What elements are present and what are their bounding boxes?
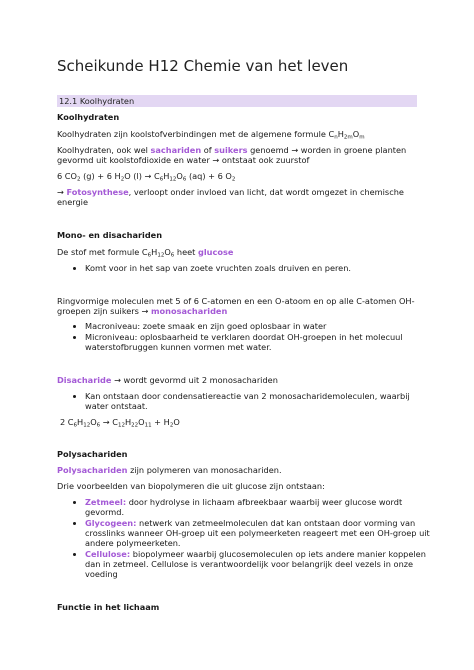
sachariden-paragraph-line2: gevormd uit koolstofdioxide en water → ontstaat ook zuurstof <box>57 155 310 165</box>
list-item: Cellulose: biopolymeer waarbij glucosemoleculen op iets andere manier koppelen <box>85 549 426 559</box>
list-item: Microniveau: oplosbaarheid te verklaren doordat OH-groepen in het molecuul <box>85 332 403 342</box>
term-suikers: suikers <box>214 145 248 155</box>
term-zetmeel: Zetmeel: <box>85 497 127 507</box>
list-item-continuation: crosslinks wanneer OH-groep uit een polymeerketen reageert met een OH-groep uit <box>85 528 430 538</box>
list-item: Komt voor in het sap van zoete vruchten zoals druiven en peren. <box>85 263 352 273</box>
functie-heading: Functie in het lichaam <box>57 602 160 612</box>
list-item-continuation: gevormd. <box>85 507 125 517</box>
bullet-icon <box>73 336 76 339</box>
list-item-continuation: dan in zetmeel. Cellulose is verantwoordelijk voor belangrijk deel vezels in onze <box>85 559 414 569</box>
list-item-continuation: waterstofbruggen kunnen vormen met water. <box>85 342 272 352</box>
term-sachariden: sachariden <box>150 145 202 155</box>
term-fotosynthese: Fotosynthese <box>66 187 129 197</box>
list-item: Macroniveau: zoete smaak en zijn goed oplosbaar in water <box>85 321 327 331</box>
bullet-icon <box>73 325 76 328</box>
bullet-icon <box>73 522 76 525</box>
bullet-icon <box>73 395 76 398</box>
condensation-equation: 2 $C_6H_{12}O_6 \to C_{12}H_{22}O_{11} + H_2O$ <box>60 417 180 429</box>
list-item-continuation: andere polymeerketen. <box>85 538 181 548</box>
koolhydraten-formula-paragraph: Koolhydraten zijn koolstofverbindingen met de algemene formule $C_nH_{2m}O_m$ <box>57 129 365 141</box>
mono-disachariden-heading: Mono- en disachariden <box>57 230 163 240</box>
term-glycogeen: Glycogeen: <box>85 518 137 528</box>
term-monosachariden: monosachariden <box>151 306 228 316</box>
list-item: Kan ontstaan door condensatiereactie van 2 monosacharidemoleculen, waarbij <box>85 391 410 401</box>
arrow-icon: → <box>57 187 67 197</box>
list-item-continuation: water ontstaat. <box>85 401 148 411</box>
polysachariden-paragraph: Polysachariden zijn polymeren van monosachariden. <box>57 465 282 475</box>
list-item: Glycogeen: netwerk van zetmeelmoleculen dat kan ontstaan door vorming van <box>85 518 416 528</box>
koolhydraten-heading: Koolhydraten <box>57 112 120 122</box>
term-polysachariden: Polysachariden <box>57 465 128 475</box>
disacharide-paragraph: Disacharide → wordt gevormd uit 2 monosachariden <box>57 375 278 385</box>
bullet-icon <box>73 501 76 504</box>
list-item: Zetmeel: door hydrolyse in lichaam afbreekbaar waarbij weer glucose wordt <box>85 497 403 507</box>
bullet-icon <box>73 267 76 270</box>
photosynthesis-equation: 6 $CO_2$ (g) + 6 $H_2O$ $(l) \to C_6H_{12}O_6$ (aq) + 6 $O_2$ <box>57 171 236 183</box>
list-item-continuation: voeding <box>85 569 118 579</box>
section-heading-bar <box>57 95 417 107</box>
page-title: Scheikunde H12 Chemie van het leven <box>57 57 349 75</box>
polysachariden-heading: Polysachariden <box>57 449 128 459</box>
biopolymer-intro: Drie voorbeelden van biopolymeren die uit glucose zijn ontstaan: <box>57 481 325 491</box>
ring-paragraph-line2: groepen zijn suikers → monosachariden <box>57 306 228 316</box>
fotosynthese-paragraph-line1: → Fotosynthese, verloopt onder invloed van licht, dat wordt omgezet in chemische <box>57 187 404 197</box>
ring-paragraph-line1: Ringvormige moleculen met 5 of 6 C-atomen en een O-atoom en op alle C-atomen OH- <box>57 296 415 306</box>
fotosynthese-paragraph-line2: energie <box>57 197 88 207</box>
section-heading: 12.1 Koolhydraten <box>59 96 135 106</box>
bullet-icon <box>73 553 76 556</box>
sachariden-paragraph-line1: Koolhydraten, ook wel sachariden of suikers genoemd → worden in groene planten <box>57 145 407 155</box>
term-glucose: glucose <box>197 247 234 257</box>
term-disacharide: Disacharide <box>57 375 112 385</box>
glucose-paragraph: De stof met formule $C_6H_{12}O_6$ heet glucose <box>57 247 234 259</box>
term-cellulose: Cellulose: <box>85 549 131 559</box>
